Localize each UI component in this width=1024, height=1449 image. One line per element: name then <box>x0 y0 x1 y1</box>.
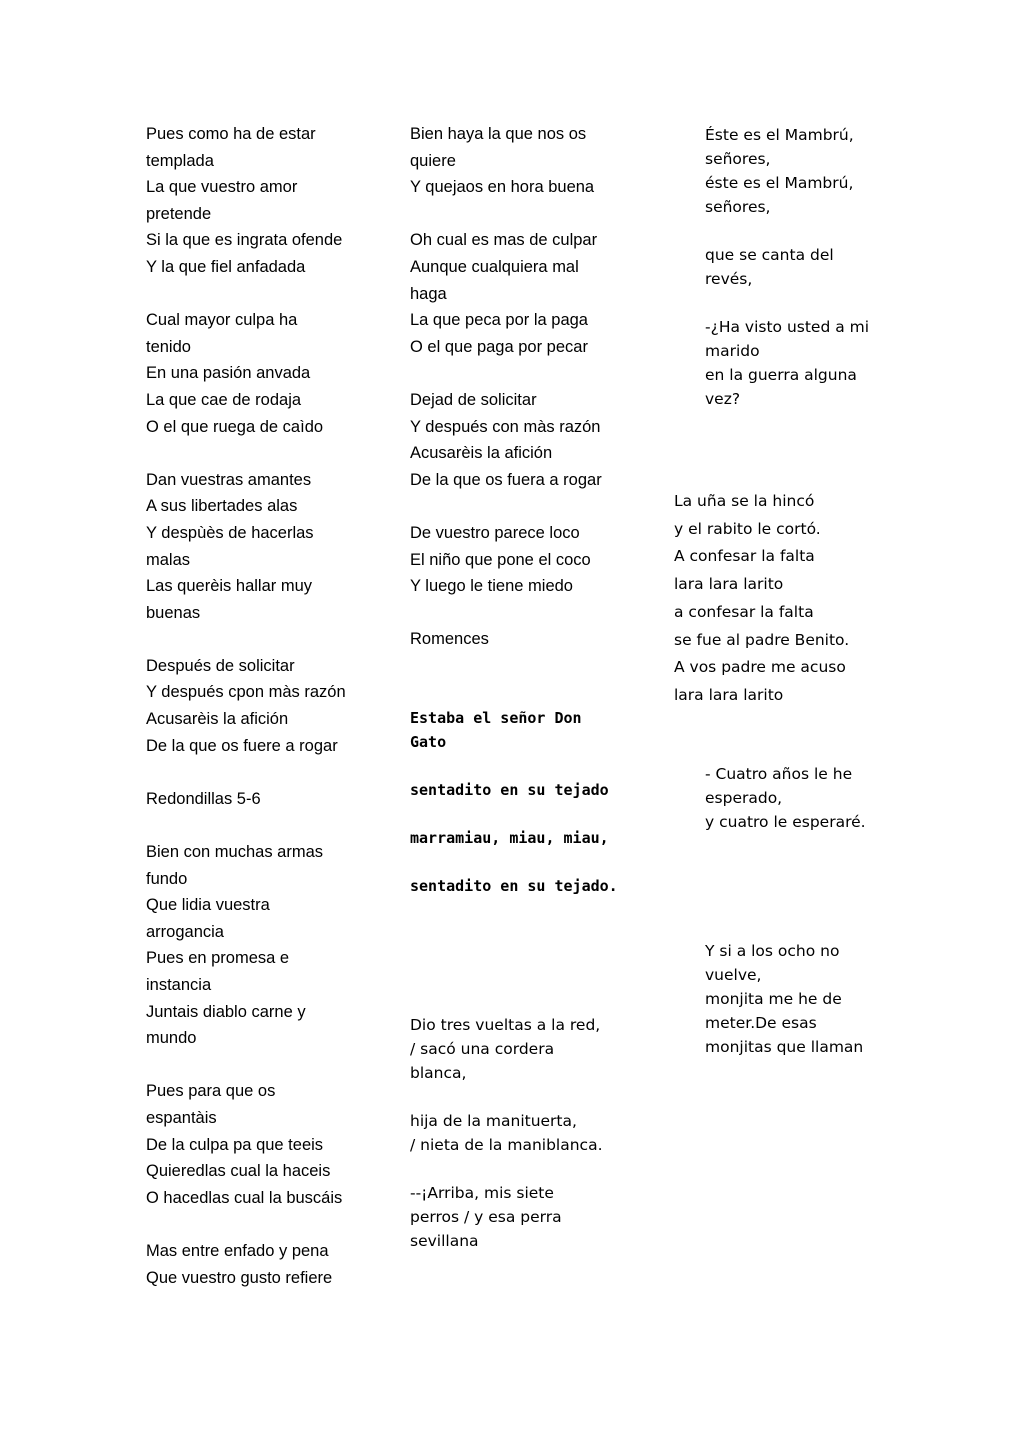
text-line: lara lara larito <box>674 685 784 704</box>
text-line: Dejad de solicitar <box>410 390 537 409</box>
text-line: Después de solicitar <box>146 656 295 675</box>
text-line <box>146 440 376 467</box>
text-line: Y la que fiel anfadada <box>146 257 306 276</box>
text-line: espantàis <box>146 1108 217 1127</box>
column-2-romance-cordera <box>410 1013 640 1253</box>
text-line: lara lara larito <box>674 575 784 594</box>
text-line: La que peca por la paga <box>410 311 588 330</box>
text-line: O el que ruega de caìdo <box>146 417 324 436</box>
text-line: Que lidia vuestra <box>146 896 270 915</box>
text-line: se fue al padre Benito. <box>674 630 850 649</box>
text-line: La uña se la hincó <box>674 492 815 510</box>
text-line: Romences <box>410 630 489 649</box>
text-line: vez? <box>705 390 741 408</box>
text-line <box>146 1052 376 1079</box>
text-line: O hacedlas cual la buscáis <box>146 1188 343 1207</box>
text-line: --¡Arriba, mis siete <box>410 1184 554 1202</box>
text-line: De la que os fuera a rogar <box>410 470 602 489</box>
text-line: Dio tres vueltas a la red, <box>410 1016 601 1034</box>
text-line: revés, <box>705 270 753 288</box>
text-line: Bien haya la que nos os <box>410 125 587 143</box>
text-line: - Cuatro años le he <box>705 765 853 783</box>
text-line <box>410 201 640 228</box>
text-line <box>146 759 376 786</box>
text-line: Y después con màs razón <box>410 417 601 436</box>
text-line: / nieta de la maniblanca. <box>410 1136 603 1154</box>
text-line: Juntais diablo carne y <box>146 1002 306 1021</box>
text-line <box>146 281 376 308</box>
text-line: marramiau, miau, miau, <box>410 829 609 847</box>
text-line: a confesar la falta <box>674 602 814 621</box>
text-line: Pues en promesa e <box>146 949 290 968</box>
text-line: señores, <box>705 198 771 216</box>
text-line: Acusarèis la afición <box>410 444 553 463</box>
text-line: / sacó una cordera <box>410 1040 555 1058</box>
text-line: fundo <box>146 869 188 888</box>
column-1-redondillas <box>146 121 376 1291</box>
text-line: Si la que es ingrata ofende <box>146 231 343 250</box>
text-line: en la guerra alguna <box>705 366 857 384</box>
text-line: sevillana <box>410 1232 479 1250</box>
text-line: Y si a los ocho no <box>705 942 840 960</box>
text-line: que se canta del <box>705 246 834 264</box>
text-line <box>146 1211 376 1238</box>
text-line: templada <box>146 151 214 170</box>
text-line: La que cae de rodaja <box>146 390 302 409</box>
text-line <box>410 360 640 387</box>
text-line: y cuatro le esperaré. <box>705 813 866 831</box>
text-line: arrogancia <box>146 922 224 941</box>
column-2-romance-don-gato <box>410 706 640 898</box>
text-line <box>410 1157 640 1181</box>
text-line: Redondillas 5-6 <box>146 789 261 808</box>
text-line <box>410 754 640 778</box>
text-line: Y despùès de hacerlas <box>146 523 314 542</box>
column-3-mambru <box>705 123 905 411</box>
text-line: tenido <box>146 337 191 356</box>
text-line <box>146 812 376 839</box>
text-line: A confesar la falta <box>674 547 815 566</box>
text-line: señores, <box>705 150 771 168</box>
text-line <box>410 493 640 520</box>
text-line <box>410 802 640 826</box>
text-line: De la que os fuere a rogar <box>146 736 338 755</box>
text-line: mundo <box>146 1029 197 1048</box>
text-line: pretende <box>146 204 212 223</box>
text-line: éste es el Mambrú, <box>705 174 854 192</box>
text-line: meter.De esas <box>705 1014 817 1032</box>
text-line <box>705 219 905 243</box>
text-line: Y quejaos en hora buena <box>410 178 595 197</box>
text-line: De la culpa pa que teeis <box>146 1135 324 1154</box>
text-line: blanca, <box>410 1064 467 1082</box>
text-line: monjita me he de <box>705 990 842 1008</box>
text-line: marido <box>705 342 760 360</box>
text-line: Aunque cualquiera mal <box>410 257 579 276</box>
text-line: sentadito en su tejado. <box>410 877 618 895</box>
text-line: perros / y esa perra <box>410 1208 562 1226</box>
text-line: esperado, <box>705 789 783 807</box>
text-line <box>410 1085 640 1109</box>
text-line: Dan vuestras amantes <box>146 470 312 489</box>
text-line: Y luego le tiene miedo <box>410 577 573 596</box>
text-line: -¿Ha visto usted a mi <box>705 318 870 336</box>
text-line: La que vuestro amor <box>146 178 298 197</box>
text-line: O el que paga por pecar <box>410 337 588 356</box>
text-line: monjitas que llaman <box>705 1038 864 1056</box>
text-line: Gato <box>410 733 447 751</box>
text-line: Bien con muchas armas <box>146 843 323 862</box>
text-line <box>410 600 640 627</box>
text-line: Cual mayor culpa ha <box>146 311 298 330</box>
text-line: instancia <box>146 976 212 994</box>
text-line: A vos padre me acuso <box>674 658 846 677</box>
text-line: y el rabito le cortó. <box>674 519 821 538</box>
text-line: buenas <box>146 603 201 622</box>
text-line: quiere <box>410 151 456 170</box>
text-line: Pues para que os <box>146 1082 276 1101</box>
text-line: Quieredlas cual la haceis <box>146 1162 331 1181</box>
text-line: malas <box>146 550 191 569</box>
text-line: Oh cual es mas de culpar <box>410 231 598 250</box>
text-line <box>705 291 905 315</box>
text-line: A sus libertades alas <box>146 497 298 516</box>
text-line: Pues como ha de estar <box>146 125 316 143</box>
column-3-cuatro-anos <box>705 762 925 834</box>
text-line: Mas entre enfado y pena <box>146 1241 329 1260</box>
text-line: Las querèis hallar muy <box>146 577 312 596</box>
text-line: El niño que pone el coco <box>410 550 591 569</box>
text-line <box>410 850 640 874</box>
text-line: haga <box>410 284 447 303</box>
text-line: Y después cpon màs razón <box>146 683 346 702</box>
text-line: sentadito en su tejado <box>410 781 609 799</box>
text-line: En una pasión anvada <box>146 364 311 383</box>
column-2-redondillas <box>410 121 640 653</box>
column-3-monjita <box>705 939 925 1059</box>
text-line <box>146 626 376 653</box>
text-line: Éste es el Mambrú, <box>705 126 854 144</box>
column-3-una-hinco <box>674 488 914 710</box>
text-line: hija de la manituerta, <box>410 1112 577 1130</box>
text-line: Estaba el señor Don <box>410 709 582 727</box>
text-line: De vuestro parece loco <box>410 523 580 542</box>
text-line: Acusarèis la afición <box>146 710 289 729</box>
text-line: vuelve, <box>705 966 762 984</box>
text-line: Que vuestro gusto refiere <box>146 1268 333 1287</box>
